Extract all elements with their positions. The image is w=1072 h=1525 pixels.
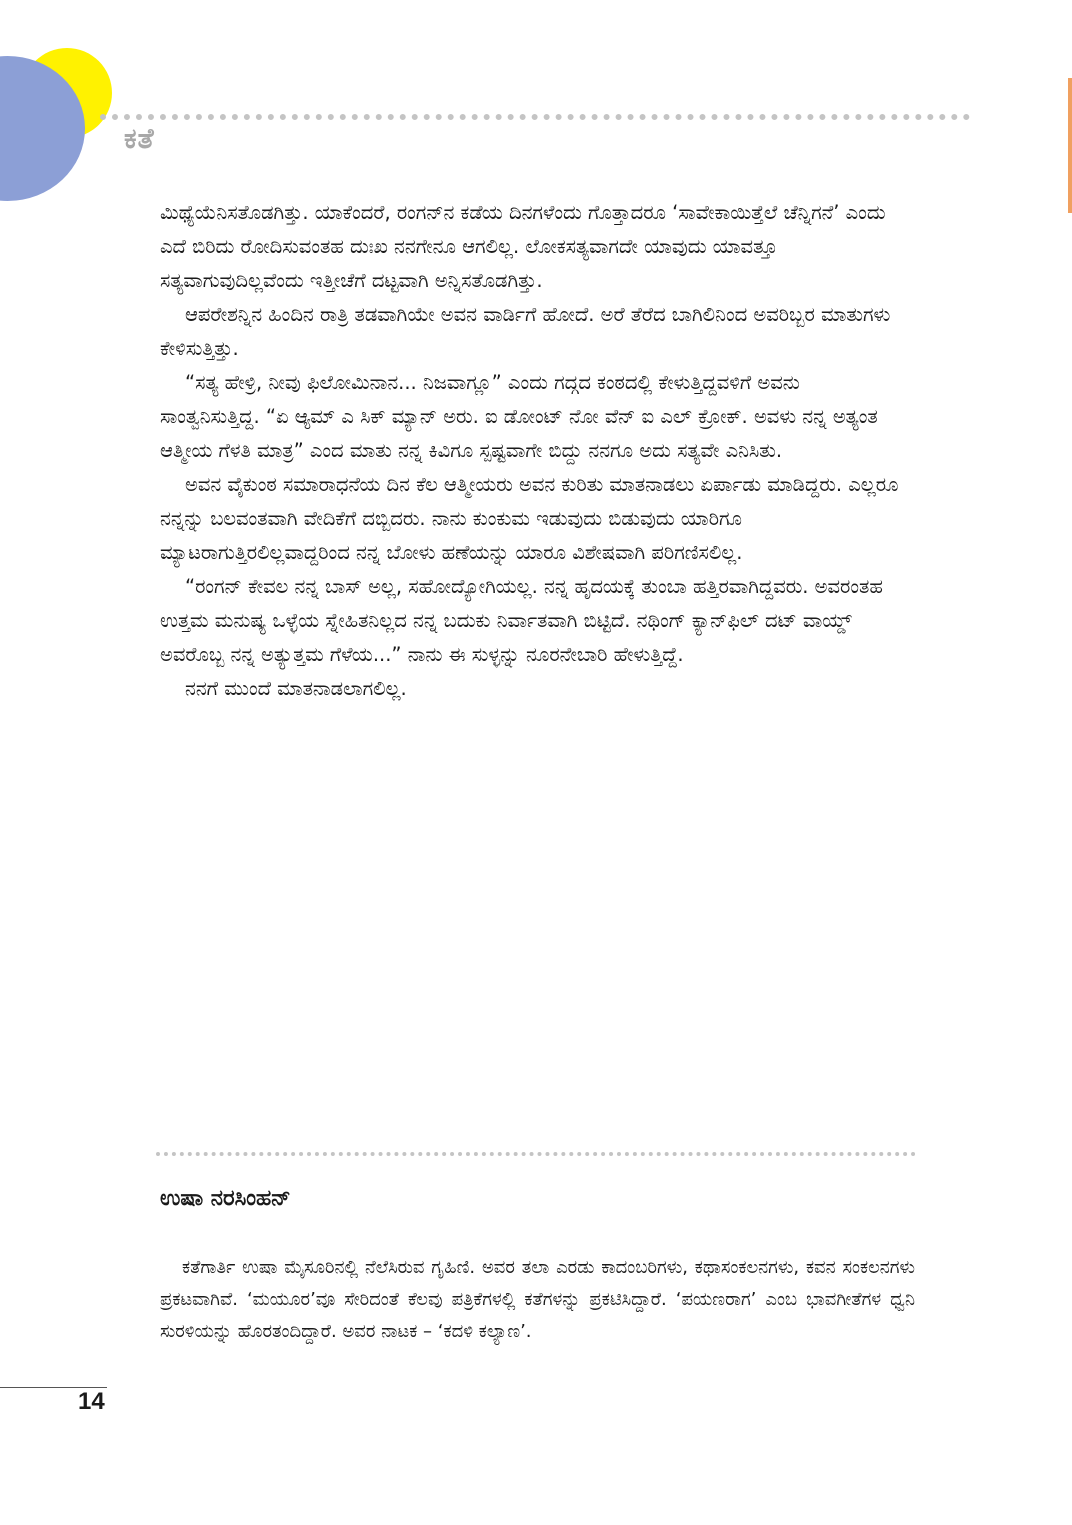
story-body — [160, 196, 900, 706]
section-label: ಕತೆ — [124, 122, 155, 155]
author-name: ಉಷಾ ನರಸಿಂಹನ್ — [160, 1186, 291, 1211]
author-section-dotted-rule — [156, 1152, 916, 1156]
story-paragraph: “ಸತ್ಯ ಹೇಳ್ರಿ, ನೀವು ಫಿಲೋಮಿನಾನ... ನಿಜವಾಗ್ಲೂ” ಎಂದು ಗದ್ಗದ ಕಂಠದಲ್ಲಿ ಕೇಳುತ್ತಿದ್ದವಳಿಗೆ ಅವನು ಸಾಂತ್ವನಿಸುತ್ತಿದ್ದ. “ಏ ಆ್ಯಮ್ ಎ ಸಿಕ್ ಮ್ಯಾನ್ ಅರು. ಐ ಡೋಂಟ್ ನೋ ವೆನ್ ಐ ಎಲ್ ಕ್ರೋಕ್. ಅವಳು ನನ್ನ ಅತ್ಯಂತ ಆತ್ಮೀಯ ಗೆಳತಿ ಮಾತ್ರ” ಎಂದ ಮಾತು ನನ್ನ ಕಿವಿಗೂ ಸ್ಪಷ್ಟವಾಗೇ ಬಿದ್ದು ನನಗೂ ಅದು ಸತ್ಯವೇ ಎನಿಸಿತು. — [160, 371, 878, 462]
header-dotted-rule — [100, 114, 970, 120]
story-paragraph: “ರಂಗನ್ ಕೇವಲ ನನ್ನ ಬಾಸ್ ಅಲ್ಲ, ಸಹೋದ್ಯೋಗಿಯಲ್ಲ. ನನ್ನ ಹೃದಯಕ್ಕೆ ತುಂಬಾ ಹತ್ತಿರವಾಗಿದ್ದವರು. ಅವರಂತಹ ಉತ್ತಮ ಮನುಷ್ಯ ಒಳ್ಳೆಯ ಸ್ನೇಹಿತನಿಲ್ಲದ ನನ್ನ ಬದುಕು ನಿರ್ವಾತವಾಗಿ ಬಿಟ್ಟಿದೆ. ನಥಿಂಗ್ ಕ್ಯಾನ್‌ಫಿಲ್ ದಟ್ ವಾಯ್ಡ್ ಅವರೊಬ್ಬ ನನ್ನ ಅತ್ಯುತ್ತಮ ಗೆಳೆಯ...” ನಾನು ಈ ಸುಳ್ಳನ್ನು ನೂರನೇಬಾರಿ ಹೇಳುತ್ತಿದ್ದೆ. — [160, 575, 883, 666]
story-paragraph: ಅವನ ವೈಕುಂಠ ಸಮಾರಾಧನೆಯ ದಿನ ಕೆಲ ಆತ್ಮೀಯರು ಅವನ ಕುರಿತು ಮಾತನಾಡಲು ಏರ್ಪಾಡು ಮಾಡಿದ್ದರು. ಎಲ್ಲರೂ ನನ್ನನ್ನು ಬಲವಂತವಾಗಿ ವೇದಿಕೆಗೆ ದಬ್ಬಿದರು. ನಾನು ಕುಂಕುಮ ಇಡುವುದು ಬಿಡುವುದು ಯಾರಿಗೂ ಮ್ಯಾಟರಾಗುತ್ತಿರಲಿಲ್ಲವಾದ್ದರಿಂದ ನನ್ನ ಬೋಳು ಹಣೆಯನ್ನು ಯಾರೂ ವಿಶೇಷವಾಗಿ ಪರಿಗಣಿಸಲಿಲ್ಲ. — [160, 473, 899, 564]
page-number: 14 — [78, 1388, 105, 1415]
page-edge-tab — [1068, 78, 1072, 213]
author-bio: ಕತೆಗಾರ್ತಿ ಉಷಾ ಮೈಸೂರಿನಲ್ಲಿ ನೆಲೆಸಿರುವ ಗೃಹಿಣಿ. ಅವರ ತಲಾ ಎರಡು ಕಾದಂಬರಿಗಳು, ಕಥಾಸಂಕಲನಗಳು, ಕವನ ಸಂಕಲನಗಳು ಪ್ರಕಟವಾಗಿವೆ. ‘ಮಯೂರ’ವೂ ಸೇರಿದಂತೆ ಕೆಲವು ಪತ್ರಿಕೆಗಳಲ್ಲಿ ಕತೆಗಳನ್ನು ಪ್ರಕಟಿಸಿದ್ದಾರೆ. ‘ಪಯಣರಾಗ’ ಎಂಬ ಭಾವಗೀತೆಗಳ ಧ್ವನಿ ಸುರಳಿಯನ್ನು ಹೊರತಂದಿದ್ದಾರೆ. ಅವರ ನಾಟಕ – ‘ಕದಳಿ ಕಲ್ಯಾಣ’. — [160, 1257, 915, 1342]
story-paragraph: ಮಿಥ್ಯೆಯೆನಿಸತೊಡಗಿತ್ತು. ಯಾಕೆಂದರೆ, ರಂಗನ್‌ನ ಕಡೆಯ ದಿನಗಳೆಂದು ಗೊತ್ತಾದರೂ ‘ಸಾವೇಕಾಯಿತ್ತೆಲೆ ಚೆನ್ನಿಗನೆ’ ಎಂದು ಎದೆ ಬಿರಿದು ರೋದಿಸುವಂತಹ ದುಃಖ ನನಗೇನೂ ಆಗಲಿಲ್ಲ. ಲೋಕಸತ್ಯವಾಗದೇ ಯಾವುದು ಯಾವತ್ತೂ ಸತ್ಯವಾಗುವುದಿಲ್ಲವೆಂದು ಇತ್ತೀಚೆಗೆ ದಟ್ಟವಾಗಿ ಅನ್ನಿಸತೊಡಗಿತ್ತು. — [160, 201, 886, 292]
story-paragraph: ನನಗೆ ಮುಂದೆ ಮಾತನಾಡಲಾಗಲಿಲ್ಲ. — [185, 677, 407, 700]
story-paragraph: ಆಪರೇಶನ್ನಿನ ಹಿಂದಿನ ರಾತ್ರಿ ತಡವಾಗಿಯೇ ಅವನ ವಾರ್ಡಿಗೆ ಹೋದೆ. ಅರೆ ತೆರೆದ ಬಾಗಿಲಿನಿಂದ ಅವರಿಬ್ಬರ ಮಾತುಗಳು ಕೇಳಿಸುತ್ತಿತ್ತು. — [160, 303, 891, 360]
